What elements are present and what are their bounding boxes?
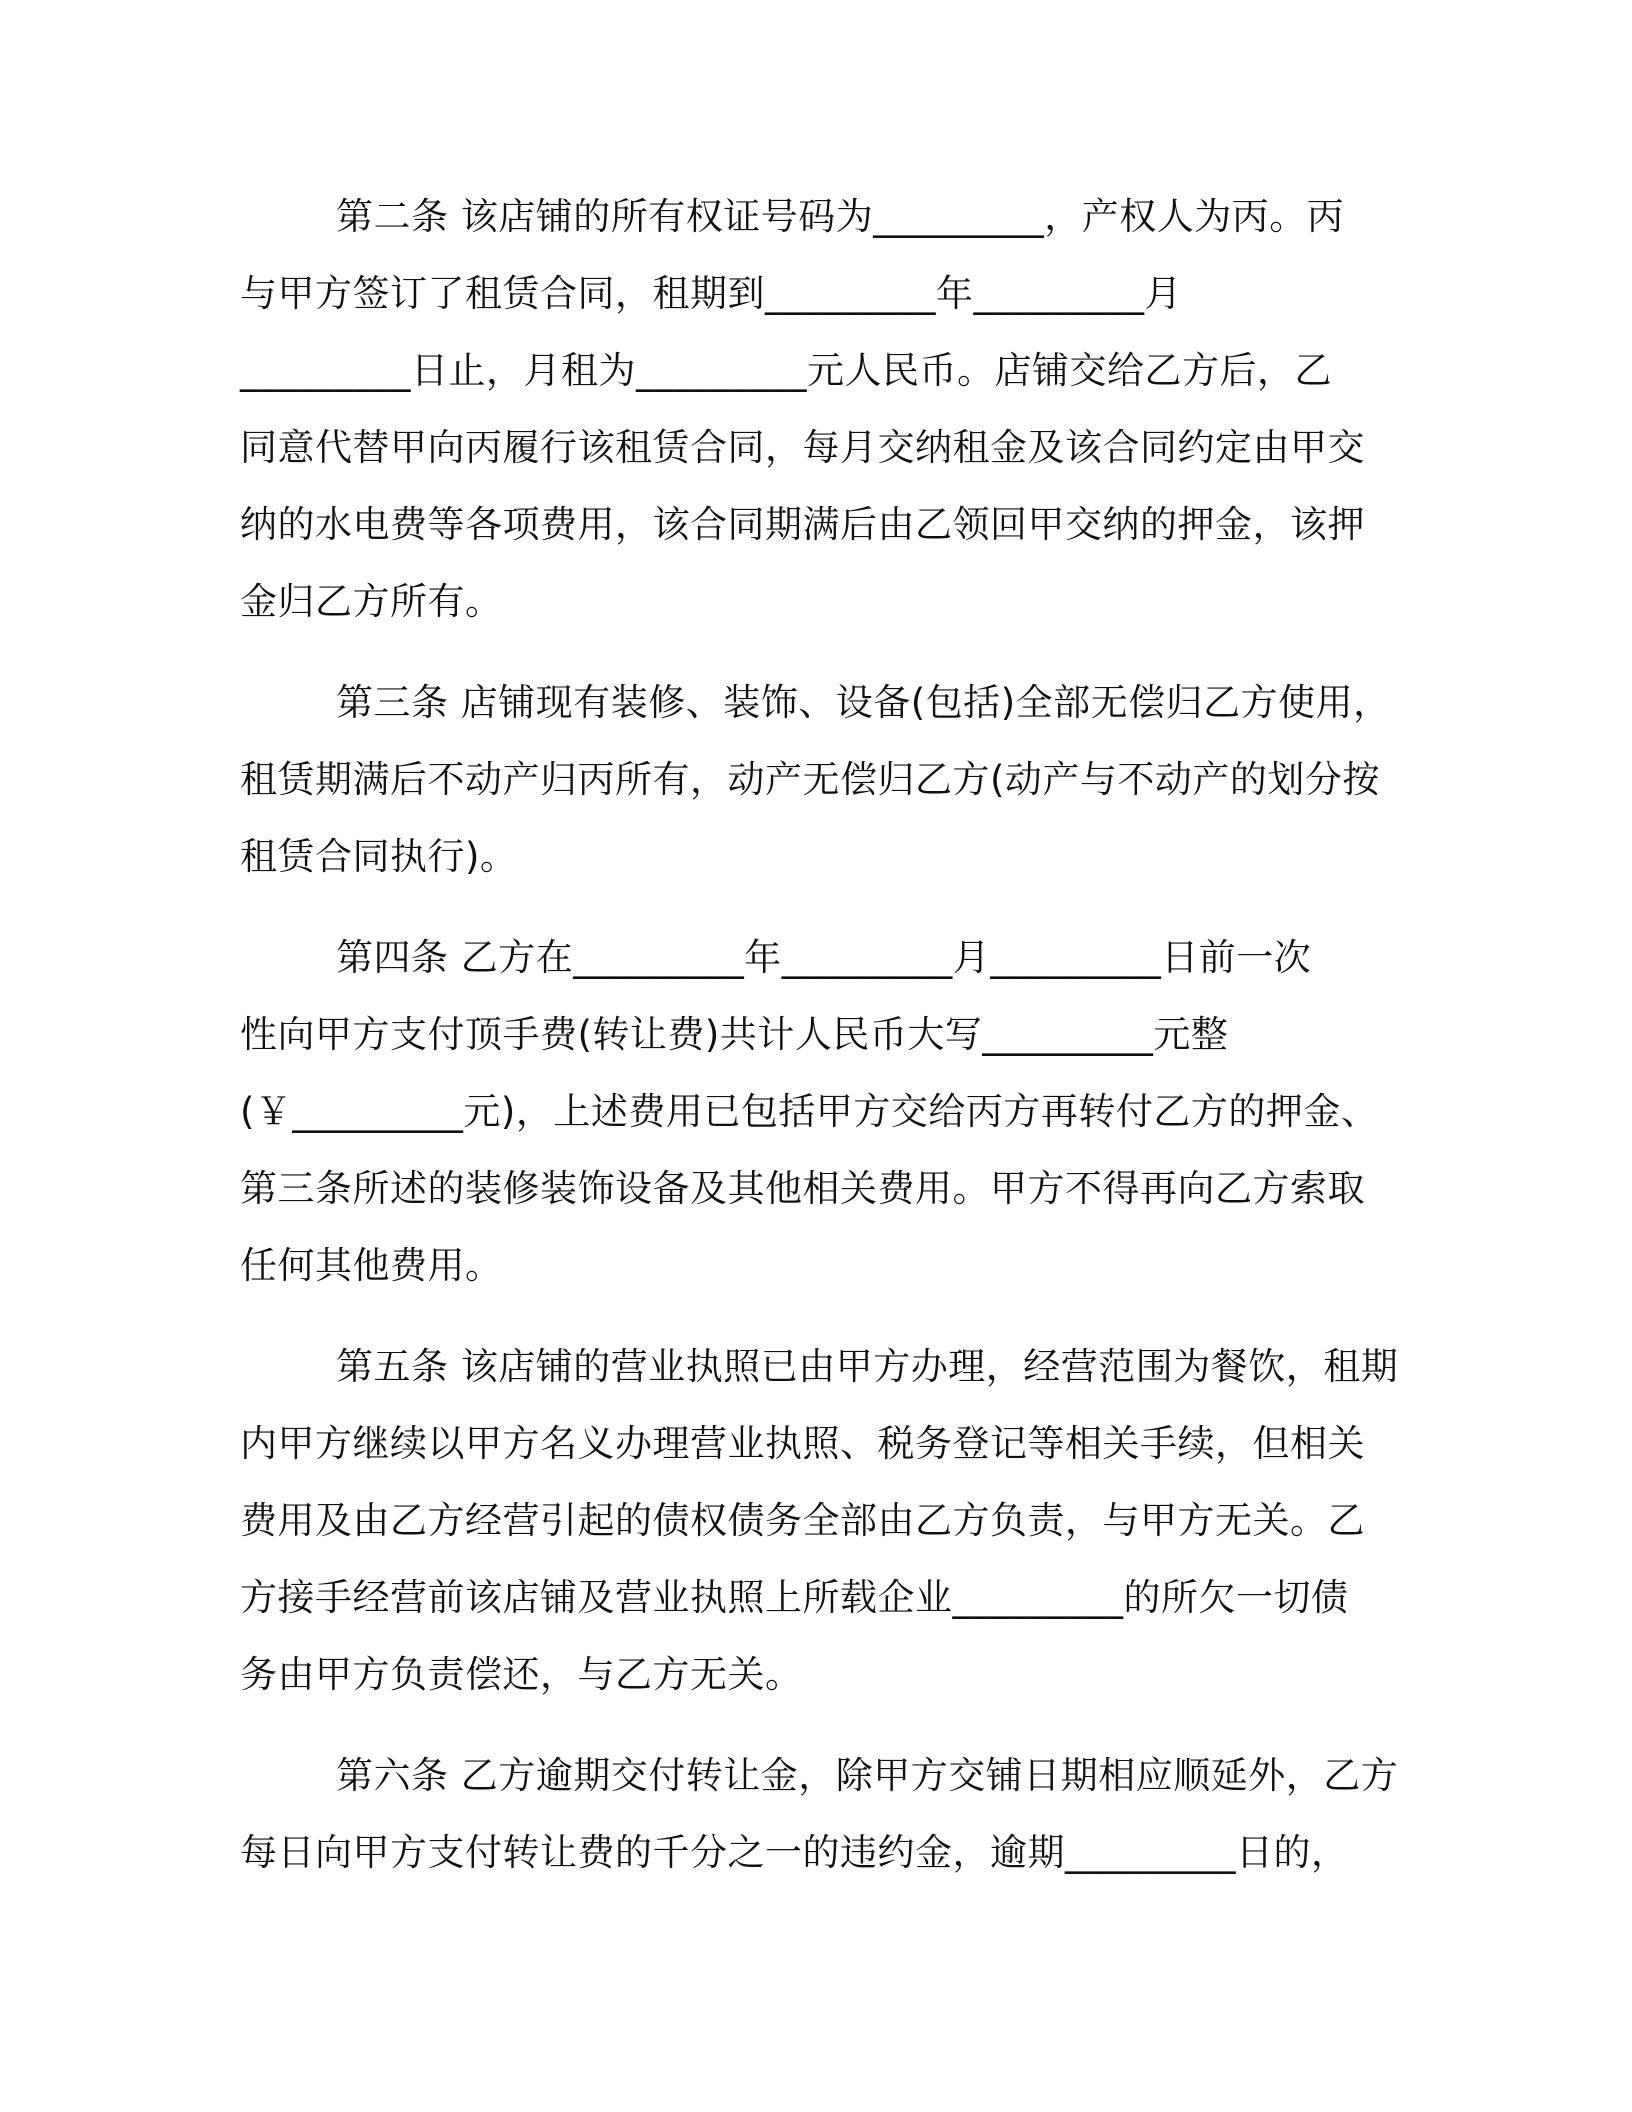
article-4-line-3: (￥_________元)，上述费用已包括甲方交给丙方再转付乙方的押金、 <box>240 1090 1379 1133</box>
article-5-line-4: 方接手经营前该店铺及营业执照上所载企业_________的所欠一切债 <box>240 1576 1349 1619</box>
article-5-line-5: 务由甲方负责偿还，与乙方无关。 <box>240 1653 803 1696</box>
article-4-line-5: 任何其他费用。 <box>240 1244 503 1287</box>
article-5-line-2: 内甲方继续以甲方名义办理营业执照、税务登记等相关手续，但相关 <box>240 1422 1365 1465</box>
article-3-line-2: 租赁期满后不动产归丙所有，动产无偿归乙方(动产与不动产的划分按 <box>240 758 1380 801</box>
article-2-line-1: 第二条 该店铺的所有权证号码为_________，产权人为丙。丙 <box>336 195 1345 238</box>
article-4-line-4: 第三条所述的装修装饰设备及其他相关费用。甲方不得再向乙方索取 <box>240 1167 1365 1210</box>
article-5-line-1: 第五条 该店铺的营业执照已由甲方办理，经营范围为餐饮，租期 <box>336 1345 1399 1388</box>
article-3-line-1: 第三条 店铺现有装修、装饰、设备(包括)全部无偿归乙方使用， <box>336 681 1391 724</box>
article-2-line-4: 同意代替甲向丙履行该租赁合同，每月交纳租金及该合同约定由甲交 <box>240 426 1365 469</box>
article-4-line-2: 性向甲方支付顶手费(转让费)共计人民币大写_________元整 <box>240 1013 1229 1056</box>
article-2-line-2: 与甲方签订了租赁合同，租期到_________年_________月 <box>240 272 1182 315</box>
article-6-line-1: 第六条 乙方逾期交付转让金，除甲方交铺日期相应顺延外，乙方 <box>336 1754 1399 1797</box>
article-4-line-1: 第四条 乙方在_________年_________月_________日前一次 <box>336 936 1312 979</box>
article-2-line-6: 金归乙方所有。 <box>240 580 503 623</box>
article-2-line-3: _________日止，月租为_________元人民币。店铺交给乙方后，乙 <box>240 349 1332 392</box>
article-2-line-5: 纳的水电费等各项费用，该合同期满后由乙领回甲交纳的押金，该押 <box>240 503 1365 546</box>
article-5-line-3: 费用及由乙方经营引起的债权债务全部由乙方负责，与甲方无关。乙 <box>240 1499 1365 1542</box>
article-3-line-3: 租赁合同执行)。 <box>240 835 518 878</box>
article-6-line-2: 每日向甲方支付转让费的千分之一的违约金，逾期_________日的， <box>240 1831 1349 1874</box>
